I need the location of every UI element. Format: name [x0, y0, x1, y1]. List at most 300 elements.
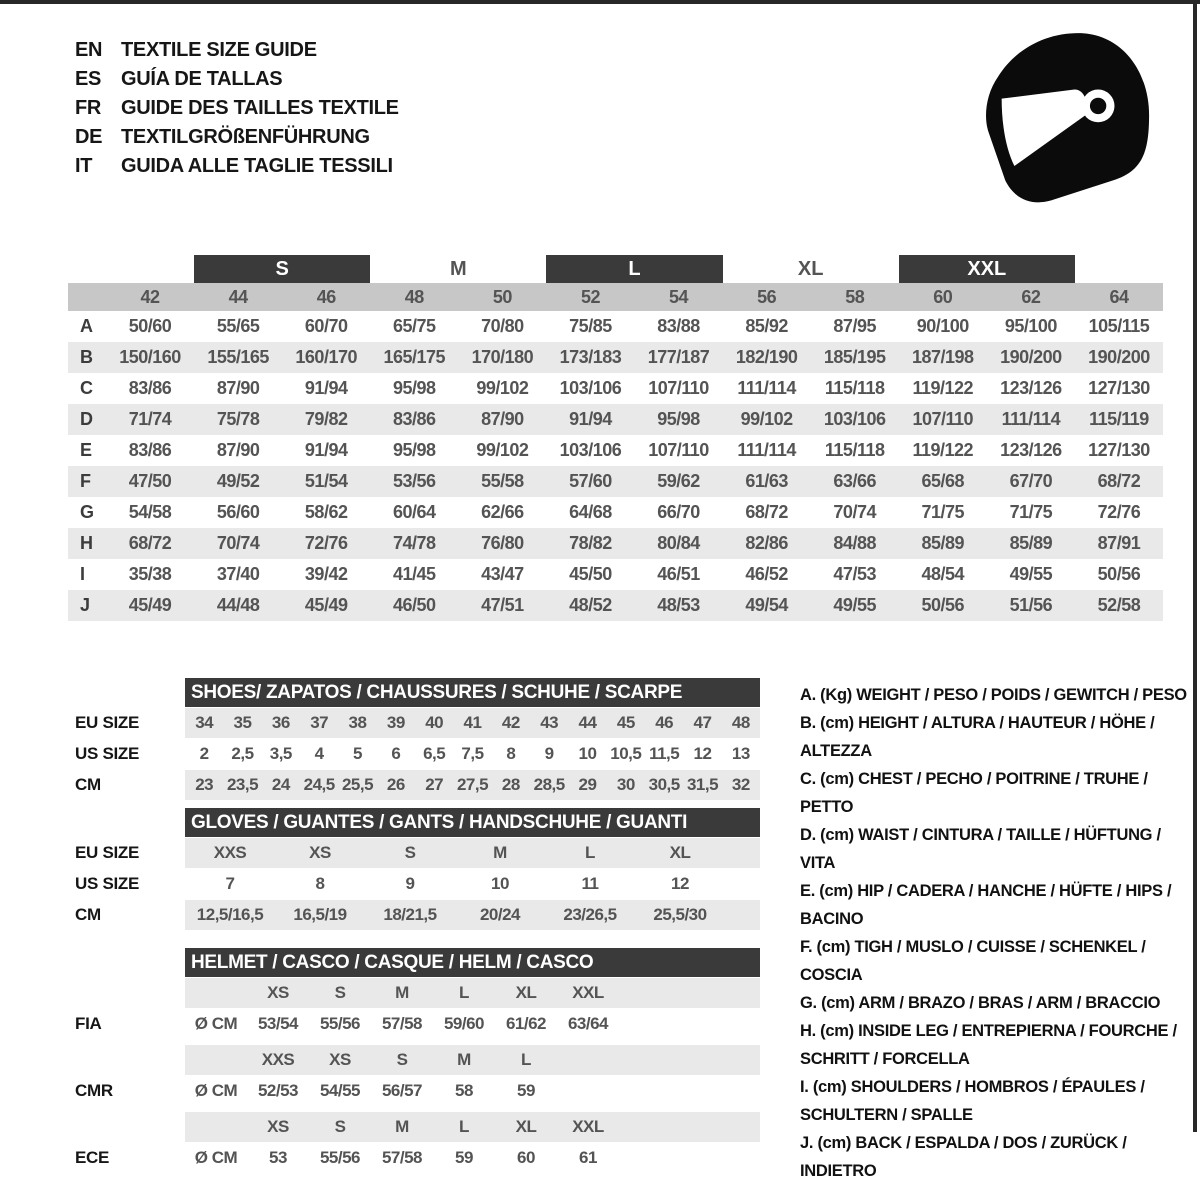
- row-letter: D: [80, 409, 93, 429]
- helmet-size-value: 57/58: [381, 1014, 423, 1033]
- measurement-cell: 61/63: [745, 471, 788, 491]
- measurement-cell: 50/56: [921, 595, 965, 615]
- size-value: 23/26,5: [563, 905, 617, 924]
- measurement-cell: 185/195: [823, 347, 886, 367]
- guide-title: GUIDE DES TAILLES TEXTILE: [121, 97, 399, 119]
- helmet-size-value: 59/60: [443, 1014, 485, 1033]
- legend-item: D. (cm) WAIST / CINTURA / TAILLE / HÜFTUNG / VITA: [800, 826, 1161, 872]
- size-value: 29: [578, 775, 597, 794]
- guide-title: GUÍA DE TALLAS: [121, 68, 283, 90]
- size-value: 2: [199, 744, 209, 763]
- measurement-cell: 41/45: [393, 564, 436, 584]
- measurement-row: [68, 497, 1163, 528]
- diameter-unit-label: Ø CM: [194, 1081, 238, 1100]
- size-row-cm: [68, 770, 760, 800]
- measurement-cell: 95/98: [393, 440, 436, 460]
- measurement-cell: 107/110: [648, 440, 709, 460]
- helmet-size-value: 53/54: [257, 1014, 299, 1033]
- helmet-size-label: M: [457, 1050, 471, 1069]
- measurement-cell: 50/60: [128, 316, 172, 336]
- size-value: 45: [616, 713, 635, 732]
- numeric-size: 54: [669, 286, 689, 307]
- measurement-cell: 83/88: [657, 316, 700, 336]
- measurement-cell: 67/70: [1009, 471, 1053, 491]
- size-value: M: [493, 843, 507, 862]
- page-right-border: [1193, 0, 1197, 1132]
- measurement-cell: 91/94: [304, 378, 348, 398]
- helmet-size-value: 61: [579, 1148, 597, 1167]
- measurement-cell: 55/58: [481, 471, 524, 491]
- row-label: CM: [75, 775, 101, 794]
- size-value: 11: [581, 874, 599, 893]
- row-label: EU SIZE: [75, 843, 140, 862]
- size-value: 18/21,5: [383, 905, 437, 924]
- measurement-cell: 71/74: [128, 409, 172, 429]
- measurement-cell: 187/198: [912, 347, 974, 367]
- size-value: 31,5: [686, 775, 719, 794]
- guide-title: TEXTILGRÖßENFÜHRUNG: [121, 126, 370, 148]
- measurement-row: [68, 373, 1163, 404]
- helmet-values: [185, 1009, 760, 1039]
- measurement-cell: 111/114: [1001, 409, 1061, 429]
- measurement-cell: 49/55: [833, 595, 876, 615]
- size-value: 27,5: [456, 775, 489, 794]
- size-value: 36: [271, 713, 290, 732]
- helmet-size-headers: [185, 1045, 760, 1075]
- section-gap: [68, 1039, 760, 1044]
- measurement-cell: 115/118: [824, 440, 885, 460]
- shoes-size-table: [68, 678, 760, 800]
- helmet-size-label: XS: [267, 983, 289, 1002]
- measurement-cell: 99/102: [476, 440, 529, 460]
- language-code: IT: [75, 155, 93, 177]
- measurement-row: [68, 311, 1163, 342]
- size-value: 3,5: [269, 744, 292, 763]
- measurement-cell: 48/53: [657, 595, 700, 615]
- measurement-cell: 190/200: [1000, 347, 1062, 367]
- measurement-cell: 160/170: [295, 347, 357, 367]
- page-top-border: [0, 0, 1200, 4]
- size-value: 6,5: [423, 744, 446, 763]
- helmet-size-label: XL: [515, 983, 537, 1002]
- size-value: S: [404, 843, 416, 862]
- row-label-empty: [68, 978, 185, 1008]
- legend-item: C. (cm) CHEST / PECHO / POITRINE / TRUHE / PETTO: [800, 770, 1148, 816]
- measurement-cell: 49/55: [1009, 564, 1053, 584]
- helmet-size-label: XS: [329, 1050, 351, 1069]
- size-value: 10: [491, 874, 509, 893]
- row-letter: F: [80, 471, 91, 491]
- measurement-cell: 47/53: [833, 564, 876, 584]
- measurement-cell: 79/82: [304, 409, 348, 429]
- measurement-cell: 56/60: [216, 502, 260, 522]
- textile-size-table: [68, 255, 1163, 621]
- size-value: 24: [271, 775, 290, 794]
- helmet-value-row-cmr: [68, 1076, 760, 1106]
- measurement-cell: 70/74: [216, 533, 260, 553]
- helmet-size-headers: [185, 978, 760, 1008]
- measurement-cell: 190/200: [1088, 347, 1150, 367]
- gloves-title-bar: GLOVES / GUANTES / GANTS / HANDSCHUHE / GUANTI: [185, 808, 760, 837]
- legend-item: A. (Kg) WEIGHT / PESO / POIDS / GEWITCH / PESO: [800, 686, 1187, 704]
- size-value: XS: [309, 843, 331, 862]
- size-row-cm: [68, 900, 760, 930]
- measurement-cell: 83/86: [393, 409, 436, 429]
- size-value: 2,5: [231, 744, 254, 763]
- measurement-cell: 46/51: [657, 564, 700, 584]
- measurement-cell: 75/85: [569, 316, 612, 336]
- measurement-cell: 60/70: [304, 316, 348, 336]
- measurement-cell: 165/175: [383, 347, 446, 367]
- measurement-cell: 99/102: [476, 378, 529, 398]
- language-row: [75, 36, 399, 65]
- standard-label: FIA: [75, 1014, 102, 1033]
- size-group-m: M: [449, 258, 467, 280]
- standard-label: CMR: [75, 1081, 113, 1100]
- size-value: 32: [731, 775, 750, 794]
- measurement-cell: 54/58: [128, 502, 172, 522]
- numeric-size: 56: [757, 286, 777, 307]
- helmet-size-value: 60: [517, 1148, 535, 1167]
- row-letter: I: [80, 564, 86, 584]
- measurement-cell: 59/62: [657, 471, 700, 491]
- helmet-size-table: [68, 948, 760, 1173]
- measurement-cell: 119/122: [912, 440, 974, 460]
- row-values: [185, 770, 760, 800]
- helmet-size-label: L: [459, 983, 469, 1002]
- measurement-cell: 45/49: [128, 595, 172, 615]
- measurement-cell: 95/98: [657, 409, 700, 429]
- shoes-title-bar: SHOES/ ZAPATOS / CHAUSSURES / SCHUHE / SCARPE: [185, 678, 760, 707]
- size-value: 35: [233, 713, 252, 732]
- measurement-cell: 85/89: [1009, 533, 1053, 553]
- numeric-size: 52: [580, 286, 600, 307]
- measurement-cell: 76/80: [481, 533, 524, 553]
- language-code: ES: [75, 68, 102, 90]
- size-value: 11,5: [649, 744, 680, 763]
- row-label: US SIZE: [75, 744, 140, 763]
- measurement-cell: 58/62: [304, 502, 348, 522]
- measurement-cell: 78/82: [569, 533, 612, 553]
- measurement-cell: 95/98: [393, 378, 436, 398]
- measurement-cell: 50/56: [1097, 564, 1141, 584]
- measurement-cell: 99/102: [740, 409, 793, 429]
- language-row: [75, 152, 399, 181]
- measurement-cell: 45/50: [569, 564, 612, 584]
- size-value: 10: [578, 744, 597, 763]
- measurement-cell: 48/54: [921, 564, 965, 584]
- racing-helmet-icon: [978, 24, 1160, 206]
- measurement-row: [68, 466, 1163, 497]
- measurement-cell: 87/90: [216, 378, 260, 398]
- measurement-cell: 65/68: [921, 471, 965, 491]
- size-value: 39: [386, 713, 405, 732]
- helmet-size-value: 58: [455, 1081, 473, 1100]
- size-value: 13: [731, 744, 750, 763]
- size-value: 27: [425, 775, 444, 794]
- size-value: 8: [315, 874, 325, 893]
- measurement-cell: 72/76: [304, 533, 348, 553]
- numeric-size: 42: [140, 286, 160, 307]
- size-value: 16,5/19: [293, 905, 347, 924]
- measurement-cell: 83/86: [128, 378, 172, 398]
- language-code: EN: [75, 39, 103, 61]
- measurement-cell: 65/75: [393, 316, 436, 336]
- size-value: 23: [195, 775, 214, 794]
- measurement-cell: 107/110: [912, 409, 974, 429]
- helmet-size-label: XS: [267, 1117, 289, 1136]
- numeric-size: 64: [1109, 286, 1129, 307]
- measurement-cell: 37/40: [216, 564, 260, 584]
- measurement-cell: 91/94: [304, 440, 348, 460]
- measurement-cell: 71/75: [921, 502, 965, 522]
- helmet-size-label: M: [395, 983, 409, 1002]
- legend-item: H. (cm) INSIDE LEG / ENTREPIERNA / FOURCHE / SCHRITT / FORCELLA: [800, 1022, 1177, 1068]
- helmet-size-headers: [185, 1112, 760, 1142]
- row-letter: G: [80, 502, 95, 522]
- guide-title: TEXTILE SIZE GUIDE: [121, 39, 317, 61]
- measurement-cell: 85/89: [921, 533, 965, 553]
- numeric-size: 48: [404, 286, 424, 307]
- measurement-cell: 84/88: [833, 533, 876, 553]
- row-letter: B: [80, 347, 93, 367]
- helmet-size-value: 61/62: [505, 1014, 547, 1033]
- row-label: US SIZE: [75, 874, 140, 893]
- measurement-cell: 87/95: [833, 316, 876, 336]
- helmet-values: [185, 1143, 760, 1173]
- measurement-cell: 45/49: [304, 595, 348, 615]
- legend-item: J. (cm) BACK / ESPALDA / DOS / ZURÜCK / INDIETRO: [800, 1134, 1127, 1180]
- measurement-cell: 87/90: [481, 409, 524, 429]
- helmet-size-value: 59: [517, 1081, 535, 1100]
- measurement-cell: 95/100: [1004, 316, 1057, 336]
- measurement-row: [68, 559, 1163, 590]
- size-group-l: L: [546, 255, 722, 283]
- diameter-unit-label: Ø CM: [194, 1014, 238, 1033]
- measurement-cell: 52/58: [1097, 595, 1141, 615]
- row-values: [185, 838, 760, 868]
- size-value: 9: [405, 874, 415, 893]
- row-label-empty: [68, 1112, 185, 1142]
- measurement-cell: 111/114: [737, 378, 796, 398]
- measurement-cell: 182/190: [735, 347, 798, 367]
- numeric-size: 46: [316, 286, 336, 307]
- measurement-cell: 127/130: [1088, 440, 1150, 460]
- size-value: 37: [310, 713, 329, 732]
- numeric-size: 60: [933, 286, 953, 307]
- helmet-size-label: S: [334, 1117, 346, 1136]
- measurement-row: [68, 342, 1163, 373]
- measurement-cell: 57/60: [569, 471, 612, 491]
- helmet-size-label: XXL: [572, 983, 604, 1002]
- language-row: [75, 65, 399, 94]
- measurement-row: [68, 435, 1163, 466]
- measurement-cell: 150/160: [119, 347, 181, 367]
- measurement-cell: 123/126: [1000, 378, 1062, 398]
- row-letter: A: [80, 316, 93, 336]
- measurement-cell: 39/42: [304, 564, 348, 584]
- measurement-legend: [800, 681, 1192, 1185]
- language-row: [75, 123, 399, 152]
- helmet-size-header-row-cmr: [68, 1045, 760, 1075]
- measurement-cell: 68/72: [745, 502, 788, 522]
- measurement-cell: 170/180: [471, 347, 534, 367]
- size-value: 12,5/16,5: [196, 905, 264, 924]
- size-value: 30: [616, 775, 635, 794]
- measurement-cell: 115/118: [824, 378, 885, 398]
- measurement-cell: 87/91: [1097, 533, 1141, 553]
- gloves-size-table: [68, 808, 760, 930]
- diameter-unit-label: Ø CM: [194, 1148, 238, 1167]
- helmet-size-label: XXS: [261, 1050, 295, 1069]
- size-value: 25,5: [341, 775, 374, 794]
- measurement-cell: 72/76: [1097, 502, 1141, 522]
- legend-item: G. (cm) ARM / BRAZO / BRAS / ARM / BRACCIO: [800, 994, 1161, 1012]
- measurement-cell: 47/50: [128, 471, 172, 491]
- helmet-size-value: 56/57: [381, 1081, 423, 1100]
- size-value: 20/24: [479, 905, 521, 924]
- measurement-cell: 75/78: [216, 409, 260, 429]
- measurement-cell: 64/68: [569, 502, 612, 522]
- measurement-cell: 91/94: [569, 409, 612, 429]
- helmet-size-label: L: [521, 1050, 531, 1069]
- helmet-size-label: S: [334, 983, 346, 1002]
- measurement-cell: 177/187: [647, 347, 710, 367]
- helmet-value-row-ece: [68, 1143, 760, 1173]
- size-value: 9: [544, 744, 554, 763]
- helmet-title-bar: HELMET / CASCO / CASQUE / HELM / CASCO: [185, 948, 760, 977]
- helmet-size-value: 52/53: [257, 1081, 299, 1100]
- size-row-us-size: [68, 739, 760, 769]
- size-value: 30,5: [648, 775, 680, 794]
- measurement-cell: 63/66: [833, 471, 876, 491]
- measurement-cell: 103/106: [559, 378, 622, 398]
- size-value: 26: [386, 775, 405, 794]
- size-row-us-size: [68, 869, 760, 899]
- size-value: 5: [353, 744, 362, 763]
- size-row-eu-size: [68, 838, 760, 868]
- size-group-xl: XL: [797, 258, 824, 280]
- size-value: 47: [693, 713, 712, 732]
- measurement-cell: 51/56: [1009, 595, 1053, 615]
- section-gap: [68, 1106, 760, 1111]
- measurement-cell: 87/90: [216, 440, 260, 460]
- size-value: 41: [463, 713, 482, 732]
- row-label-empty: [68, 1045, 185, 1075]
- numeric-size: 58: [845, 286, 865, 307]
- measurement-cell: 62/66: [481, 502, 524, 522]
- standard-label: ECE: [75, 1148, 110, 1167]
- numeric-size-row: [68, 283, 1163, 311]
- helmet-size-header-row-ece: [68, 1112, 760, 1142]
- measurement-cell: 85/92: [745, 316, 788, 336]
- guide-title: GUIDA ALLE TAGLIE TESSILI: [121, 155, 393, 177]
- measurement-cell: 80/84: [657, 533, 700, 553]
- measurement-cell: 46/50: [393, 595, 436, 615]
- row-values: [185, 708, 760, 738]
- size-value: 6: [391, 744, 401, 763]
- size-value: L: [585, 843, 595, 862]
- row-values: [185, 739, 760, 769]
- numeric-size: 62: [1021, 286, 1041, 307]
- measurement-row: [68, 528, 1163, 559]
- measurement-cell: 70/80: [481, 316, 524, 336]
- size-value: 23,5: [226, 775, 259, 794]
- measurement-cell: 48/52: [569, 595, 612, 615]
- helmet-size-value: 55/56: [319, 1014, 361, 1033]
- size-row-eu-size: [68, 708, 760, 738]
- size-value: 12: [693, 744, 712, 763]
- size-value: 28,5: [533, 775, 565, 794]
- helmet-size-header-row-fia: [68, 978, 760, 1008]
- measurement-cell: 107/110: [648, 378, 709, 398]
- numeric-size: 50: [492, 286, 512, 307]
- measurement-cell: 35/38: [128, 564, 172, 584]
- helmet-size-label: XL: [515, 1117, 537, 1136]
- measurement-cell: 66/70: [657, 502, 700, 522]
- size-value: 10,5: [610, 744, 642, 763]
- size-value: 48: [731, 713, 750, 732]
- helmet-size-value: 57/58: [381, 1148, 423, 1167]
- helmet-size-value: 63/64: [567, 1014, 609, 1033]
- size-value: 12: [671, 874, 689, 893]
- size-value: 34: [195, 713, 214, 732]
- size-value: 40: [425, 713, 444, 732]
- size-group-s: S: [194, 255, 370, 283]
- measurement-cell: 55/65: [216, 316, 260, 336]
- measurement-cell: 51/54: [304, 471, 348, 491]
- language-row: [75, 94, 399, 123]
- measurement-cell: 68/72: [128, 533, 172, 553]
- helmet-size-value: 59: [455, 1148, 473, 1167]
- helmet-size-label: L: [459, 1117, 469, 1136]
- helmet-size-label: S: [396, 1050, 408, 1069]
- legend-item: B. (cm) HEIGHT / ALTURA / HAUTEUR / HÖHE / ALTEZZA: [800, 714, 1155, 760]
- helmet-size-value: 54/55: [319, 1081, 361, 1100]
- size-value: 28: [501, 775, 520, 794]
- row-values: [185, 900, 760, 930]
- measurement-cell: 46/52: [745, 564, 788, 584]
- row-values: [185, 869, 760, 899]
- row-letter: E: [80, 440, 93, 460]
- helmet-values: [185, 1076, 760, 1106]
- size-value: 8: [506, 744, 516, 763]
- measurement-cell: 49/52: [216, 471, 260, 491]
- size-value: XXS: [213, 843, 247, 862]
- measurement-cell: 71/75: [1009, 502, 1053, 522]
- measurement-cell: 173/183: [559, 347, 622, 367]
- language-code: DE: [75, 126, 103, 148]
- row-letter: J: [80, 595, 91, 615]
- size-value: 25,5/30: [653, 905, 707, 924]
- measurement-cell: 155/165: [207, 347, 269, 367]
- measurement-cell: 111/114: [737, 440, 796, 460]
- measurement-cell: 82/86: [745, 533, 788, 553]
- measurement-cell: 90/100: [916, 316, 969, 336]
- measurement-cell: 70/74: [833, 502, 876, 522]
- measurement-cell: 103/106: [823, 409, 886, 429]
- size-value: 7: [225, 874, 235, 893]
- numeric-size: 44: [228, 286, 248, 307]
- legend-item: I. (cm) SHOULDERS / HOMBROS / ÉPAULES / SCHULTERN / SPALLE: [800, 1078, 1145, 1124]
- visor-pivot-inner: [1090, 98, 1106, 114]
- helmet-value-row-fia: [68, 1009, 760, 1039]
- helmet-size-value: 53: [269, 1148, 287, 1167]
- size-value: 42: [501, 713, 520, 732]
- helmet-size-value: 55/56: [319, 1148, 361, 1167]
- size-value: XL: [669, 843, 691, 862]
- helmet-size-label: XXL: [572, 1117, 604, 1136]
